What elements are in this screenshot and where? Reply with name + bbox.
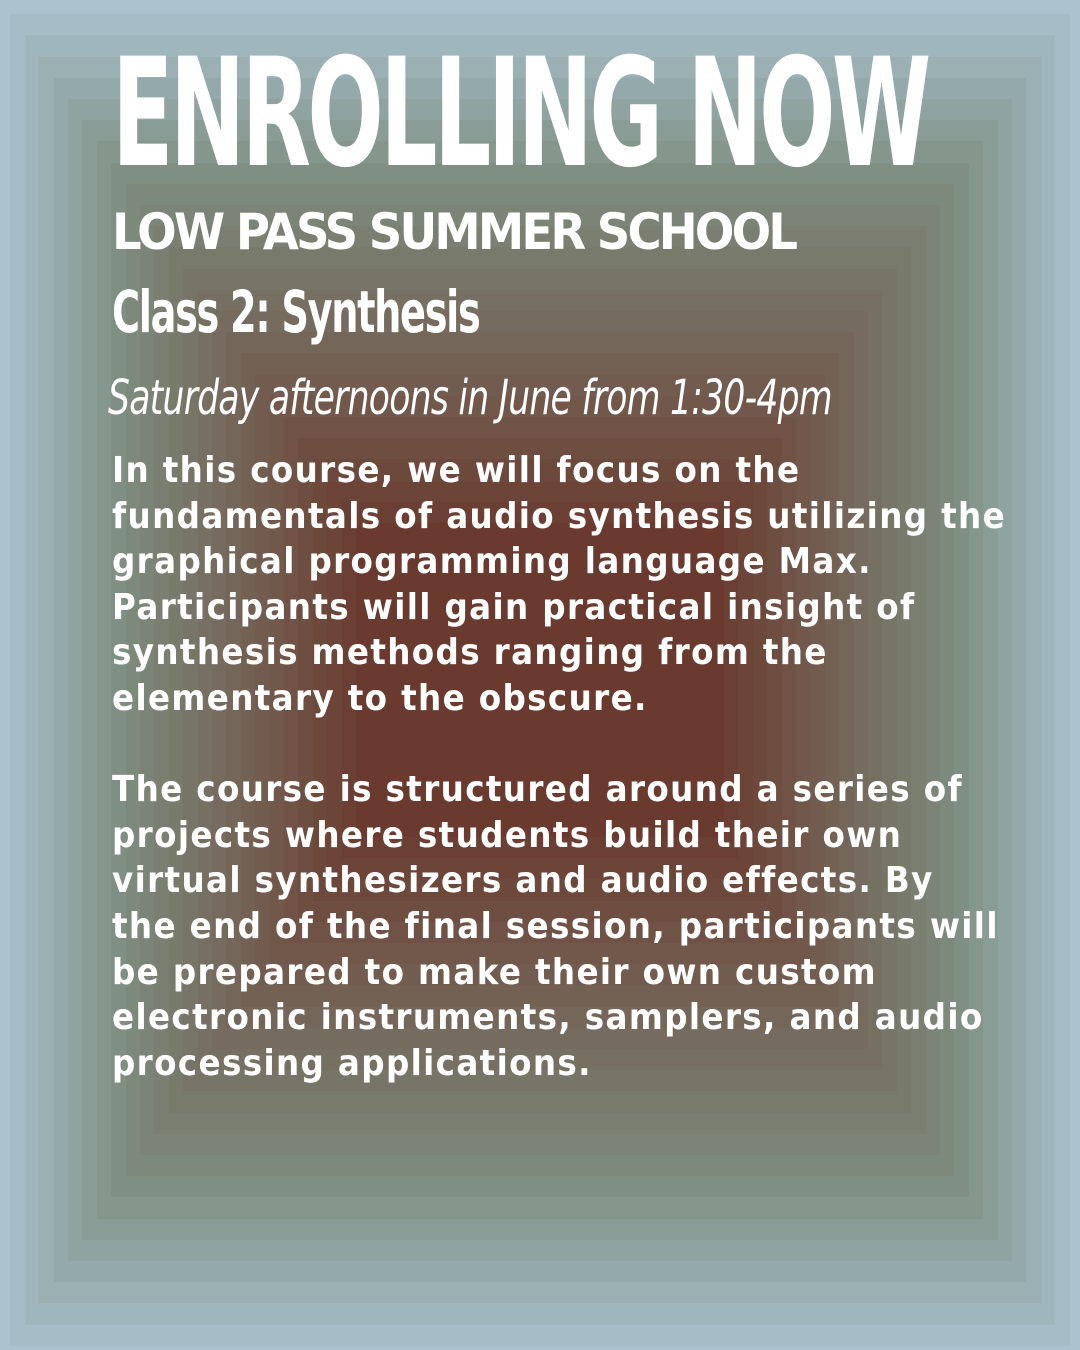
school-name: LOW PASS SUMMER SCHOOL xyxy=(112,203,796,261)
description-paragraph: In this course, we will focus on the fundamentals of audio synthesis utilizing the graphical programming language Max. Participants will gain practical insight of synthesis methods ranging from the elementary to the obscure. xyxy=(112,450,1007,719)
schedule-text: Saturday afternoons in June from 1:30-4pm xyxy=(108,370,832,426)
headline: ENROLLING NOW xyxy=(112,27,928,201)
poster-content xyxy=(108,27,1012,1086)
class-title: Class 2: Synthesis xyxy=(112,278,480,346)
description-paragraph: The course is structured around a series of projects where students build their own virtual synthesizers and audio effects. By the end of the final session, participants will be prepared to make their own custom electronic instruments, samplers, and audio processing applications. xyxy=(112,769,999,1084)
